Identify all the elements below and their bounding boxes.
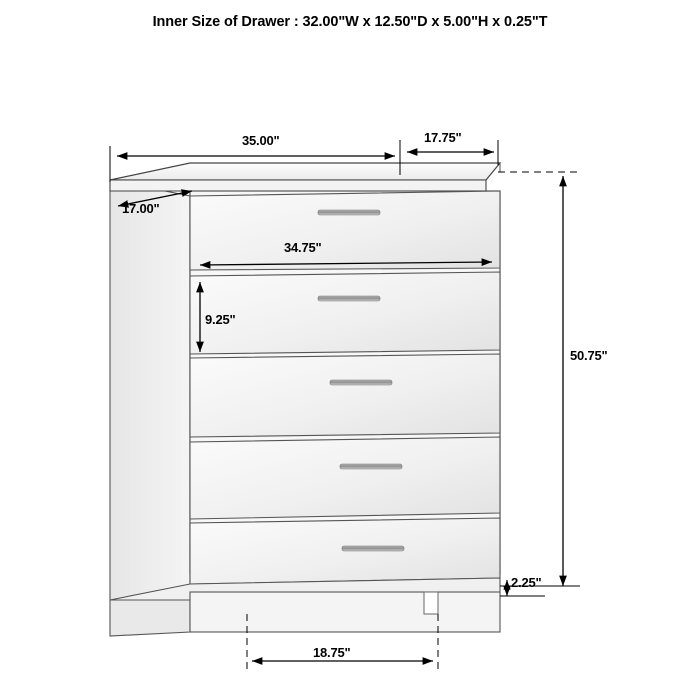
chest-illustration <box>110 163 500 636</box>
dim-label-top-side: 17.75" <box>424 130 462 145</box>
dim-label-drawer-width: 34.75" <box>284 240 322 255</box>
chest-base-left <box>110 600 190 636</box>
dim-label-leg-height: 2.25" <box>511 575 542 590</box>
dim-label-top-width: 35.00" <box>242 133 280 148</box>
chest-top-edge <box>110 180 486 191</box>
dim-label-drawer-height: 9.25" <box>205 312 236 327</box>
drawer-2 <box>190 272 500 354</box>
drawer-handle <box>318 296 380 301</box>
case-left-side <box>110 180 190 600</box>
dim-label-base-width: 18.75" <box>313 645 351 660</box>
drawer-1 <box>190 191 500 270</box>
drawer-handle <box>318 210 380 215</box>
drawer-4 <box>190 437 500 519</box>
drawer-handle <box>340 464 402 469</box>
drawer-handle <box>342 546 404 551</box>
drawer-handle <box>330 380 392 385</box>
chest-base-front <box>190 592 500 632</box>
drawer-5 <box>190 518 500 584</box>
dim-label-depth: 17.00" <box>122 201 160 216</box>
page-title: Inner Size of Drawer : 32.00"W x 12.50"D x 5.00"H x 0.25"T <box>152 14 548 30</box>
dim-label-overall-height: 50.75" <box>570 348 608 363</box>
drawer-3 <box>190 354 500 437</box>
base-notch <box>424 592 438 614</box>
chest-top-surface <box>110 163 500 180</box>
